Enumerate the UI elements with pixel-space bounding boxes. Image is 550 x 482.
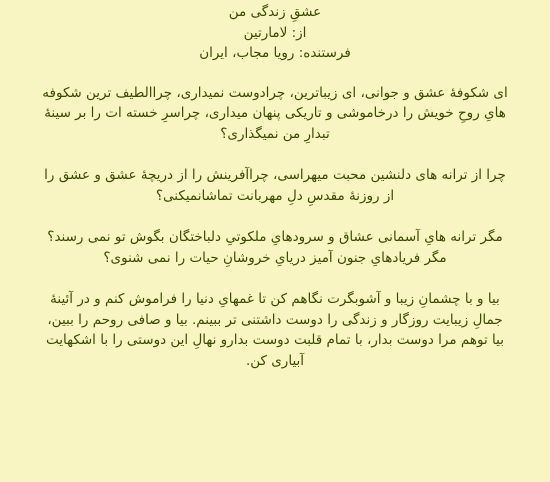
stanza-line: ای شکوفهٔ عشق و جوانی، ای زیباترین، چرادوست نمیداری، چراالطیف ترین شکوفه (42, 84, 508, 101)
stanza-3 (8, 227, 542, 268)
author-line: از: لامارتین (243, 24, 307, 41)
stanza-line: تبدارِ من نمیگذاری؟ (220, 125, 330, 142)
spacer (8, 268, 542, 289)
poem-header (8, 2, 542, 64)
stanza-2 (8, 165, 542, 206)
stanza-4 (8, 289, 542, 371)
stanza-line: مگر ترانه هایِ آسمانی عشاق و سرودهایِ ملکوتیِ دلباختگان بگوش تو نمی رسند؟ (47, 229, 503, 245)
stanza-line: از روزنهٔ مقدسِ دلِ مهربانت تماشانمیکنی؟ (155, 187, 395, 204)
stanza-line: مگر فریادهایِ جنون آمیز دریایِ خروشانِ حیات را نمی شنوی؟ (103, 249, 447, 266)
spacer (8, 144, 542, 165)
stanza-line: بیا توهم مرا دوست بدار، با تمام قلبت دوست بدارو نهالِ این دوستی را با اشکهایت (46, 332, 504, 348)
stanza-1 (8, 83, 542, 145)
sender-line: فرستنده: رویا مجاب، ایران (199, 45, 351, 61)
spacer (8, 64, 542, 83)
stanza-line: آبیاری کن. (245, 352, 305, 369)
stanza-line: چرا از ترانه های دلنشین محبت میهراسی، چراآفرینش را از دریچهٔ عشق و عشق را (44, 167, 506, 183)
stanza-line: هایِ روحِ خویش را درخاموشی و تاریکی پنهان میداری، چراسرِ خسته ات را بر سینهٔ (44, 105, 506, 121)
stanza-line: بیا و با چشمانِ زیبا و آشوبگرت نگاهم کن تا غمهایِ دنیا را فراموش کنم و در آئینهٔ (50, 291, 500, 307)
spacer (8, 206, 542, 227)
poem-title: عشقِ زندگی من (228, 4, 322, 20)
stanza-line: جمالِ زیبایت روزگار و زندگی را دوست داشتنی تر ببینم. بیا و صافی روحم را ببین، (47, 311, 503, 328)
